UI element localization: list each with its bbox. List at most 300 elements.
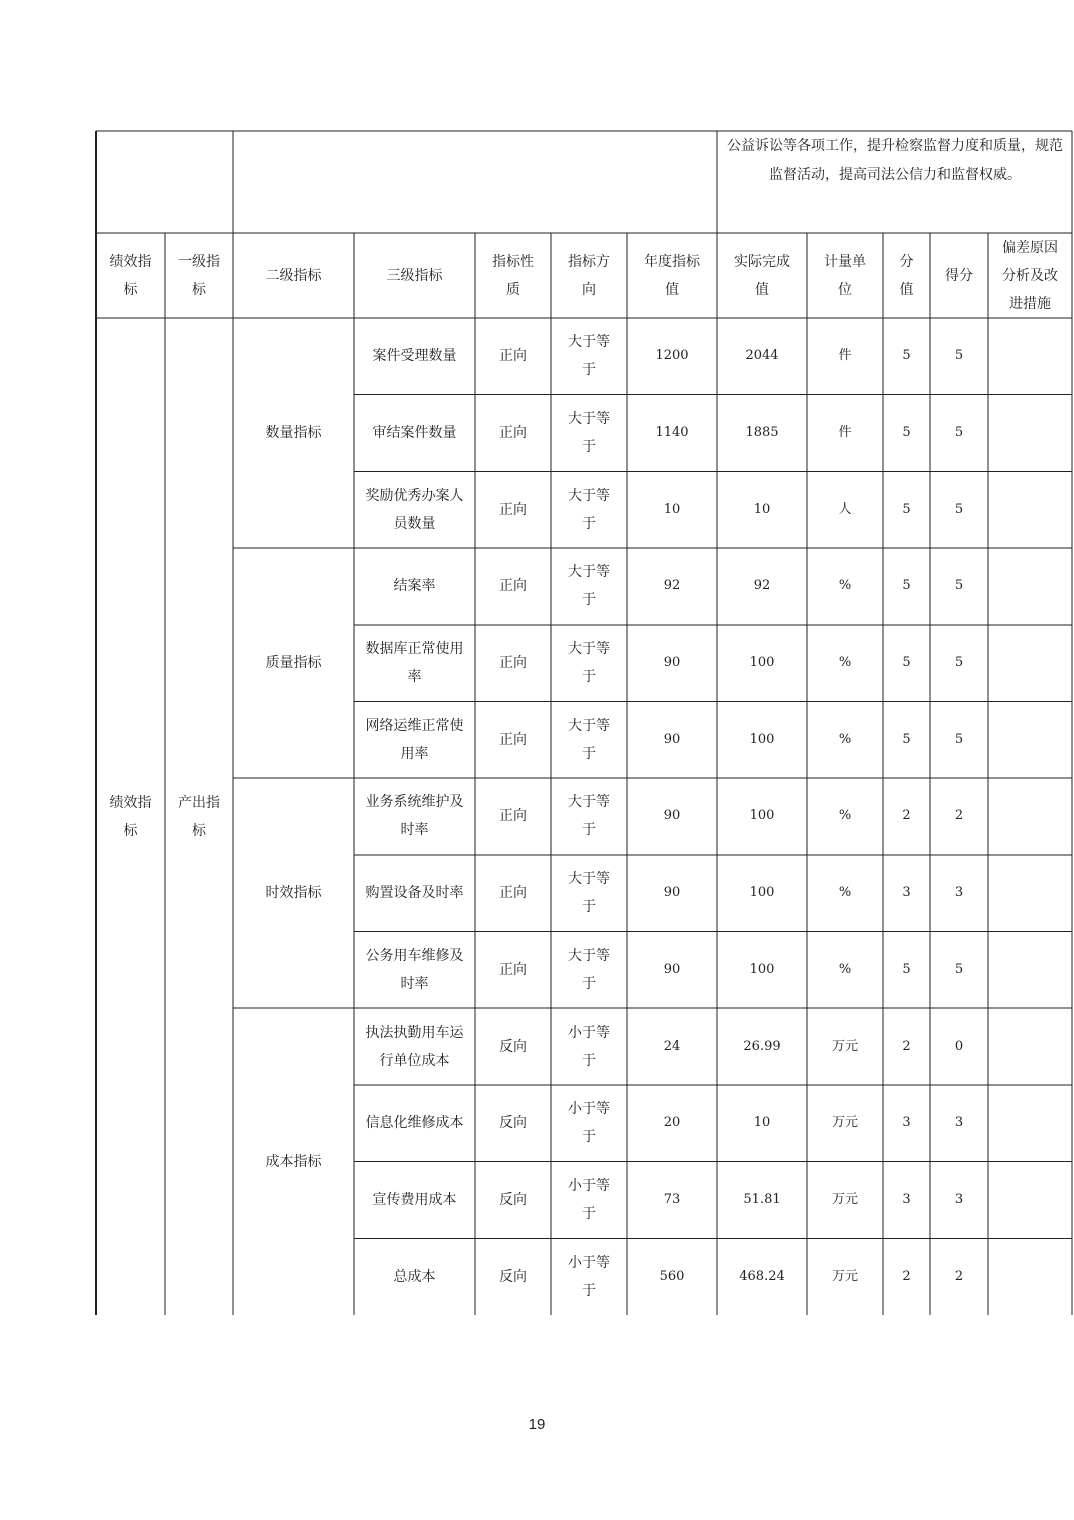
nature-cell-text: [499, 496, 527, 524]
indicator-cell: [354, 1238, 475, 1315]
direction-cell: [551, 471, 627, 548]
direction-cell-text: [568, 405, 610, 461]
direction-cell: [551, 932, 627, 1009]
target-cell: [627, 471, 717, 548]
score-cell-line: 3: [902, 1191, 911, 1207]
deviation-cell: [988, 1238, 1072, 1315]
indicator-cell-line: 购置设备及时率: [365, 885, 464, 902]
deviation-cell: [988, 1085, 1072, 1162]
direction-cell-line: 于: [582, 439, 596, 456]
group-cell: [233, 1008, 354, 1315]
actual-cell-text: [754, 1109, 771, 1137]
target-cell-line: 1140: [655, 425, 689, 441]
indicator-cell-text: [366, 712, 464, 768]
direction-cell-line: 于: [582, 899, 596, 916]
header-col-8: [717, 233, 807, 318]
direction-cell-line: 大于等: [568, 871, 610, 888]
deviation-cell: [988, 1162, 1072, 1239]
unit-cell-line: %: [838, 578, 852, 594]
unit-cell: [807, 1008, 883, 1085]
indicator-cell: [354, 855, 475, 932]
header-col-1-line: 标: [123, 281, 138, 298]
indicator-cell: [354, 1008, 475, 1085]
unit-cell: [807, 701, 883, 778]
actual-cell-line: 1885: [745, 425, 779, 441]
actual-cell-line: 10: [753, 1115, 771, 1131]
nature-cell-line: 反向: [499, 1038, 527, 1055]
score-cell-line: 5: [902, 655, 911, 671]
header-col-8-line: 值: [755, 281, 769, 298]
header-col-9-line: 位: [838, 281, 852, 298]
unit-cell: [807, 471, 883, 548]
score-cell-text: [902, 572, 910, 600]
unit-cell-text: [839, 649, 851, 677]
direction-cell-line: 大于等: [568, 487, 610, 504]
target-cell-text: [660, 1263, 685, 1291]
deviation-cell: [988, 932, 1072, 1009]
actual-cell-line: 26.99: [743, 1038, 781, 1054]
got-cell: [930, 778, 988, 855]
group-cell: [233, 548, 354, 778]
direction-cell-text: [568, 1249, 610, 1305]
unit-cell: [807, 1238, 883, 1315]
direction-cell-text: [568, 712, 610, 768]
target-cell-text: [664, 1033, 681, 1061]
score-cell-line: 5: [902, 578, 911, 594]
actual-cell-line: 100: [749, 655, 775, 671]
direction-cell-text: [568, 1172, 610, 1228]
nature-cell-text: [499, 956, 527, 984]
direction-cell-line: 大于等: [568, 334, 610, 351]
got-cell-line: 3: [954, 885, 964, 901]
actual-cell: [717, 1085, 807, 1162]
score-cell: [883, 548, 930, 625]
target-cell: [627, 625, 717, 702]
actual-cell: [717, 471, 807, 548]
target-cell-line: 20: [663, 1115, 681, 1131]
unit-cell: [807, 318, 883, 395]
nature-cell-text: [499, 419, 527, 447]
header-col-5-text: [492, 248, 534, 304]
score-cell-text: [902, 342, 910, 370]
unit-cell-text: [839, 572, 851, 600]
nature-cell-text: [499, 1109, 527, 1137]
got-cell-text: [955, 726, 963, 754]
performance-indicator-cell-line: 绩效指: [109, 794, 152, 811]
score-cell: [883, 1008, 930, 1085]
header-col-9-text: [824, 248, 866, 304]
got-cell-text: [955, 1186, 963, 1214]
unit-cell-text: [832, 1186, 858, 1214]
group-cell-text: [266, 879, 322, 907]
header-col-4: [354, 233, 475, 318]
deviation-cell: [988, 395, 1072, 472]
indicator-cell: [354, 471, 475, 548]
got-cell: [930, 548, 988, 625]
nature-cell-text: [499, 1033, 527, 1061]
actual-cell-text: [754, 496, 771, 524]
target-cell-line: 90: [663, 731, 681, 747]
nature-cell-line: 反向: [499, 1191, 527, 1208]
direction-cell-line: 于: [582, 1282, 596, 1299]
target-cell-line: 1200: [655, 348, 689, 364]
score-cell-text: [902, 879, 910, 907]
deviation-cell: [988, 778, 1072, 855]
score-cell: [883, 471, 930, 548]
deviation-cell: [988, 701, 1072, 778]
deviation-cell: [988, 855, 1072, 932]
header-col-7-line: 值: [665, 281, 679, 298]
got-cell: [930, 625, 988, 702]
direction-cell-text: [568, 482, 610, 538]
indicator-cell-line: 数据库正常使用: [365, 641, 464, 658]
direction-cell: [551, 701, 627, 778]
header-col-9: [807, 233, 883, 318]
deviation-cell: [988, 1008, 1072, 1085]
direction-cell-line: 于: [582, 822, 596, 839]
actual-cell: [717, 1162, 807, 1239]
got-cell-line: 2: [954, 808, 964, 824]
indicator-cell-line: 案件受理数量: [372, 348, 457, 365]
direction-cell-text: [568, 635, 610, 691]
nature-cell-line: 正向: [499, 731, 527, 748]
nature-cell: [475, 548, 551, 625]
target-cell: [627, 1162, 717, 1239]
direction-cell-line: 大于等: [568, 794, 610, 811]
nature-cell-text: [499, 802, 527, 830]
got-cell-line: 5: [954, 578, 964, 594]
indicator-cell-line: 率: [407, 669, 422, 686]
target-cell-line: 73: [663, 1191, 681, 1207]
actual-cell-line: 100: [749, 808, 775, 824]
indicator-cell: [354, 701, 475, 778]
header-col-10-line: 分: [899, 253, 914, 270]
direction-cell-line: 大于等: [568, 411, 610, 428]
got-cell: [930, 1008, 988, 1085]
header-col-3-text: [266, 262, 322, 290]
indicator-cell: [354, 1162, 475, 1239]
header-col-4-line: 三级指标: [386, 267, 443, 284]
indicator-cell-text: [394, 1263, 436, 1291]
group-cell-line: 质量指标: [265, 655, 322, 672]
nature-cell-line: 正向: [499, 961, 527, 978]
header-col-7-line: 年度指标: [644, 253, 700, 270]
target-cell: [627, 778, 717, 855]
unit-cell-text: [839, 879, 851, 907]
actual-cell-text: [739, 1263, 785, 1291]
indicator-cell-text: [366, 635, 464, 691]
nature-cell-line: 正向: [499, 425, 527, 442]
unit-cell-line: 万元: [831, 1268, 858, 1284]
target-cell-text: [664, 956, 681, 984]
got-cell: [930, 932, 988, 1009]
direction-cell: [551, 548, 627, 625]
level1-indicator-cell: [165, 318, 233, 1315]
direction-cell-line: 小于等: [568, 1024, 610, 1041]
got-cell-text: [955, 419, 963, 447]
direction-cell-line: 小于等: [568, 1177, 610, 1194]
score-cell-text: [902, 419, 910, 447]
actual-cell-text: [745, 419, 778, 447]
direction-cell-line: 于: [582, 1052, 596, 1069]
unit-cell-line: 件: [838, 348, 852, 364]
unit-cell-text: [838, 419, 851, 447]
target-cell-text: [664, 802, 681, 830]
target-cell: [627, 1238, 717, 1315]
nature-cell: [475, 1085, 551, 1162]
direction-cell-line: 于: [582, 1205, 596, 1222]
deviation-cell: [988, 548, 1072, 625]
unit-cell-text: [839, 726, 851, 754]
header-col-2-line: 标: [192, 281, 206, 298]
got-cell-line: 3: [954, 1191, 964, 1207]
deviation-cell: [988, 471, 1072, 548]
got-cell-line: 5: [954, 425, 964, 441]
indicator-cell-line: 员数量: [393, 515, 436, 532]
unit-cell-line: %: [838, 808, 852, 824]
direction-cell-line: 于: [582, 592, 596, 609]
group-cell-text: [266, 1148, 322, 1176]
got-cell-text: [955, 649, 963, 677]
nature-cell-line: 反向: [499, 1115, 527, 1132]
score-cell: [883, 625, 930, 702]
direction-cell-line: 小于等: [568, 1254, 610, 1271]
target-cell-text: [655, 342, 688, 370]
score-cell: [883, 1162, 930, 1239]
direction-cell: [551, 778, 627, 855]
header-col-6-line: 向: [582, 281, 596, 298]
got-cell-text: [955, 1033, 963, 1061]
score-cell-line: 5: [902, 961, 911, 977]
target-cell-text: [664, 726, 681, 754]
actual-cell-text: [754, 572, 771, 600]
score-cell-text: [902, 1109, 910, 1137]
actual-cell: [717, 1008, 807, 1085]
nature-cell: [475, 701, 551, 778]
nature-cell-text: [499, 649, 527, 677]
target-cell-line: 90: [663, 655, 681, 671]
score-cell-line: 2: [902, 1268, 911, 1284]
target-cell: [627, 855, 717, 932]
target-cell-line: 24: [663, 1038, 681, 1054]
target-cell-text: [655, 419, 688, 447]
target-cell-text: [664, 572, 681, 600]
group-cell: [233, 778, 354, 1008]
direction-cell: [551, 625, 627, 702]
actual-cell-line: 2044: [745, 348, 779, 364]
level1-indicator-cell-line: 标: [192, 822, 206, 839]
header-col-10-text: [900, 248, 914, 304]
header-col-12-line: 偏差原因: [1002, 239, 1058, 256]
target-cell-line: 10: [663, 501, 681, 517]
indicator-cell-line: 业务系统维护及: [365, 794, 464, 811]
score-cell-text: [902, 1263, 910, 1291]
actual-cell-line: 100: [749, 961, 775, 977]
got-cell-line: 0: [954, 1038, 964, 1054]
indicator-cell-line: 执法执勤用车运: [365, 1024, 464, 1041]
header-col-3: [233, 233, 354, 318]
got-cell-text: [955, 1109, 963, 1137]
got-cell-text: [955, 1263, 963, 1291]
got-cell-line: 2: [954, 1268, 964, 1284]
score-cell-line: 5: [902, 731, 911, 747]
header-col-12-line: 进措施: [1009, 295, 1051, 312]
indicator-cell-line: 用率: [400, 745, 429, 762]
actual-cell-text: [743, 1033, 780, 1061]
header-col-5: [475, 233, 551, 318]
unit-cell: [807, 932, 883, 1009]
direction-cell-line: 于: [582, 975, 596, 992]
nature-cell-line: 正向: [499, 501, 527, 518]
indicator-cell: [354, 318, 475, 395]
got-cell: [930, 1238, 988, 1315]
indicator-cell-line: 网络运维正常使: [365, 717, 464, 734]
got-cell-line: 3: [954, 1115, 964, 1131]
unit-cell: [807, 548, 883, 625]
score-cell: [883, 932, 930, 1009]
direction-cell-line: 于: [582, 362, 596, 379]
direction-cell-line: 大于等: [568, 947, 610, 964]
got-cell-text: [955, 879, 963, 907]
score-cell: [883, 1085, 930, 1162]
unit-cell-text: [832, 1263, 858, 1291]
deviation-cell: [988, 318, 1072, 395]
indicator-cell-text: [373, 419, 457, 447]
indicator-cell-line: 审结案件数量: [372, 425, 457, 442]
got-cell: [930, 1162, 988, 1239]
direction-cell-text: [568, 865, 610, 921]
level1-indicator-cell-line: 产出指: [178, 794, 220, 811]
nature-cell-line: 正向: [499, 655, 527, 672]
indicator-cell-text: [373, 1186, 457, 1214]
score-cell-text: [902, 956, 910, 984]
direction-cell-line: 小于等: [568, 1101, 610, 1118]
header-col-6-text: [568, 248, 610, 304]
nature-cell-line: 反向: [499, 1268, 527, 1285]
unit-cell: [807, 1085, 883, 1162]
nature-cell: [475, 1162, 551, 1239]
indicator-cell: [354, 932, 475, 1009]
indicator-cell-line: 公务用车维修及: [365, 947, 464, 964]
score-cell-text: [902, 802, 910, 830]
unit-cell-text: [838, 342, 851, 370]
actual-cell: [717, 318, 807, 395]
target-cell-text: [664, 879, 681, 907]
score-cell: [883, 395, 930, 472]
nature-cell-text: [499, 1186, 527, 1214]
header-col-2: [165, 233, 233, 318]
actual-cell-text: [750, 879, 775, 907]
direction-cell-line: 大于等: [568, 641, 610, 658]
target-cell: [627, 701, 717, 778]
actual-cell: [717, 395, 807, 472]
nature-cell: [475, 1008, 551, 1085]
group-cell-line: 时效指标: [265, 885, 322, 902]
nature-cell: [475, 318, 551, 395]
header-col-11-text: [945, 262, 973, 290]
direction-cell-text: [568, 1095, 610, 1151]
nature-cell-text: [499, 1263, 527, 1291]
header-col-10: [883, 233, 930, 318]
direction-cell-text: [568, 1019, 610, 1075]
header-col-8-text: [734, 248, 790, 304]
unit-cell-line: 万元: [831, 1191, 858, 1207]
target-cell-text: [664, 496, 681, 524]
unit-cell-line: %: [838, 655, 852, 671]
got-cell: [930, 855, 988, 932]
got-cell: [930, 395, 988, 472]
target-cell-line: 92: [663, 578, 681, 594]
header-col-1-line: 绩效指: [109, 253, 152, 270]
group-cell: [233, 318, 354, 548]
unit-cell: [807, 855, 883, 932]
indicator-cell-text: [373, 342, 457, 370]
unit-cell-text: [832, 1109, 858, 1137]
header-col-5-line: 指标性: [492, 253, 534, 270]
direction-cell: [551, 1162, 627, 1239]
actual-cell: [717, 932, 807, 1009]
header-col-3-line: 二级指标: [265, 267, 322, 284]
direction-cell-line: 于: [582, 669, 596, 686]
nature-cell: [475, 395, 551, 472]
got-cell-line: 5: [954, 655, 964, 671]
got-cell: [930, 318, 988, 395]
direction-cell: [551, 1085, 627, 1162]
performance-indicator-cell-text: [110, 789, 152, 845]
indicator-cell-line: 信息化维修成本: [365, 1115, 464, 1132]
nature-cell: [475, 1238, 551, 1315]
target-cell: [627, 1085, 717, 1162]
nature-cell-line: 正向: [499, 885, 527, 902]
actual-cell: [717, 855, 807, 932]
header-col-11: [930, 233, 988, 318]
direction-cell: [551, 1008, 627, 1085]
indicator-cell-text: [366, 482, 464, 538]
indicator-cell-text: [366, 788, 464, 844]
nature-cell: [475, 778, 551, 855]
score-cell: [883, 318, 930, 395]
indicator-cell: [354, 1085, 475, 1162]
score-cell: [883, 701, 930, 778]
indicator-cell-line: 行单位成本: [379, 1052, 450, 1069]
header-col-1: [96, 233, 165, 318]
group-cell-line: 成本指标: [265, 1153, 322, 1170]
direction-cell-text: [568, 328, 610, 384]
actual-cell-line: 100: [749, 731, 775, 747]
target-cell: [627, 932, 717, 1009]
score-cell-line: 5: [902, 425, 911, 441]
actual-cell-text: [750, 649, 775, 677]
indicator-cell-line: 奖励优秀办案人: [365, 487, 464, 504]
unit-cell-text: [832, 1033, 858, 1061]
score-cell-line: 5: [902, 501, 911, 517]
actual-cell-text: [750, 956, 775, 984]
score-cell-text: [902, 496, 910, 524]
score-cell-line: 3: [902, 885, 911, 901]
actual-cell-line: 92: [753, 578, 771, 594]
target-cell: [627, 395, 717, 472]
direction-cell-text: [568, 788, 610, 844]
header-col-7: [627, 233, 717, 318]
page-number: 19: [528, 1416, 546, 1433]
score-cell-line: 2: [902, 1038, 911, 1054]
header-col-9-line: 计量单: [824, 253, 866, 270]
top-note: 公益诉讼等各项工作，提升检察监督力度和质量，规范监督活动，提高司法公信力和监督权威。: [727, 138, 1063, 183]
score-cell-line: 5: [902, 348, 911, 364]
indicator-cell-text: [366, 879, 464, 907]
actual-cell-text: [743, 1186, 780, 1214]
score-cell-text: [902, 726, 910, 754]
